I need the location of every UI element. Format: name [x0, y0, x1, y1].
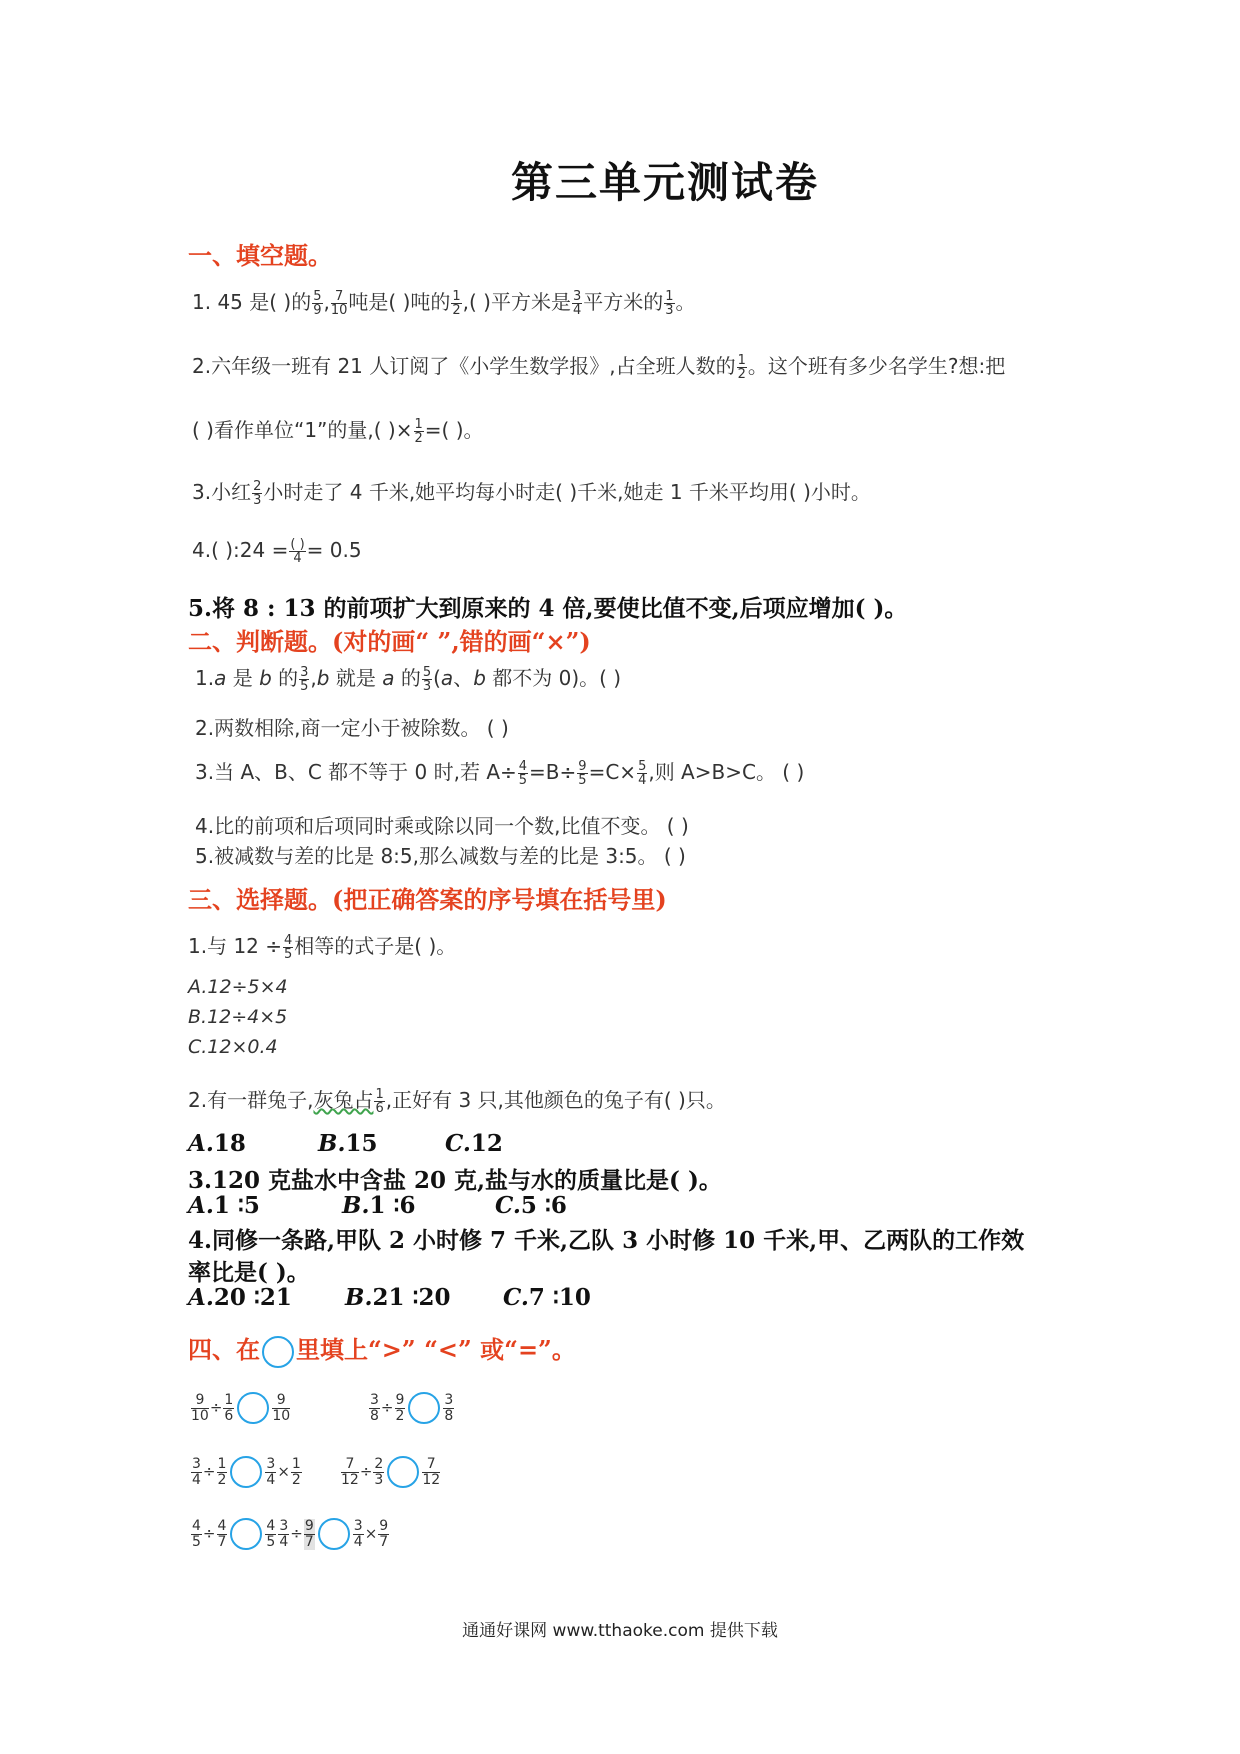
section-choice-heading: 三、选择题。(把正确答案的序号填在括号里) — [188, 885, 667, 914]
judge-q3: 3.当 A、B、C 都不等于 0 时,若 A÷ $\frac{4}{5}$ =B÷ $\frac{9}{5}$ =C× $\frac{5}{4}$ ,则 A>B>C。 ( ) — [195, 759, 805, 788]
answer-circle[interactable] — [230, 1456, 262, 1488]
choice-q4-line2: 率比是( )。 — [188, 1259, 310, 1286]
fraction: $\frac{1}{3}$ — [665, 289, 674, 318]
fill-q4: 4.( ):24 = $\frac{( )}{4}$ = 0.5 — [192, 537, 362, 566]
choice-q4-option-a: A.20 ∶21 — [188, 1284, 292, 1311]
fraction: $\frac{1}{2}$ — [291, 1455, 301, 1488]
choice-q3: 3.120 克盐水中含盐 20 克,盐与水的质量比是( )。 — [188, 1167, 722, 1194]
fraction: $\frac{4}{5}$ — [284, 933, 293, 962]
fraction: $\frac{2}{3}$ — [253, 479, 262, 508]
fraction: $\frac{9}{5}$ — [578, 759, 587, 788]
fraction: $\frac{2}{3}$ — [374, 1455, 384, 1488]
choice-q4-option-b: B.21 ∶20 — [345, 1284, 451, 1311]
fraction: $\frac{7}{12}$ — [341, 1455, 359, 1488]
judge-q4: 4.比的前项和后项同时乘或除以同一个数,比值不变。 ( ) — [195, 814, 689, 838]
answer-circle[interactable] — [318, 1518, 350, 1550]
fill-q5: 5.将 8 : 13 的前项扩大到原来的 4 倍,要使比值不变,后项应增加( )。 — [188, 595, 908, 622]
choice-q4-option-c: C.7 ∶10 — [503, 1284, 591, 1311]
section-judge-heading: 二、判断题。(对的画“ ”,错的画“×”) — [188, 627, 591, 656]
fraction: $\frac{1}{2}$ — [737, 353, 746, 382]
choice-q2-option-c: C.12 — [445, 1130, 503, 1157]
choice-q1-option-b: B.12÷4×5 — [188, 1006, 288, 1028]
fraction: $\frac{1}{2}$ — [217, 1455, 227, 1488]
compare-r3: $\frac{4}{5}$ ÷ $\frac{4}{7}$ $\frac{4}{5}$ $\frac{3}{4}$ ÷ $\frac{9}{7}$ $\frac{3}{4}$ × $\frac{9}{7}$ — [192, 1517, 389, 1550]
choice-q1-option-a: A.12÷5×4 — [188, 976, 288, 998]
choice-q4-line1: 4.同修一条路,甲队 2 小时修 7 千米,乙队 3 小时修 10 千米,甲、乙两队的工作效 — [188, 1227, 1025, 1254]
fraction: $\frac{4}{7}$ — [217, 1517, 227, 1550]
page-title: 第三单元测试卷 — [510, 158, 819, 207]
compare-r1a: $\frac{9}{10}$ ÷ $\frac{1}{6}$ $\frac{9}{10}$ — [191, 1391, 291, 1424]
fraction: $\frac{9}{7}$ — [379, 1517, 389, 1550]
section-fill-heading: 一、填空题。 — [188, 241, 332, 270]
choice-q3-option-c: C.5 ∶6 — [495, 1192, 567, 1219]
answer-circle[interactable] — [237, 1392, 269, 1424]
fraction: $\frac{9}{10}$ — [191, 1391, 209, 1424]
fraction: $\frac{7}{10}$ — [330, 289, 348, 318]
fraction: $\frac{3}{4}$ — [572, 289, 582, 318]
judge-q2: 2.两数相除,商一定小于被除数。 ( ) — [195, 716, 509, 740]
choice-q2: 2.有一群兔子,灰兔占 $\frac{1}{6}$ ,正好有 3 只,其他颜色的兔子有( )只。 — [188, 1087, 726, 1116]
footer-credit: 通通好课网 www.tthaoke.com 提供下载 — [462, 1621, 778, 1641]
fraction: $\frac{4}{5}$ — [266, 1517, 276, 1550]
judge-q1: 1.a 是 b 的 $\frac{3}{5}$ ,b 就是 a 的 $\frac{5}{3}$ (a、b 都不为 0)。( ) — [195, 665, 622, 694]
fraction: $\frac{9}{2}$ — [395, 1391, 405, 1424]
fraction: $\frac{3}{4}$ — [279, 1517, 289, 1550]
answer-circle[interactable] — [387, 1456, 419, 1488]
fraction: $\frac{( )}{4}$ — [290, 537, 305, 566]
choice-q2-option-b: B.15 — [318, 1130, 378, 1157]
fraction: $\frac{3}{8}$ — [444, 1391, 454, 1424]
fraction: $\frac{7}{12}$ — [422, 1455, 441, 1488]
compare-r2a: $\frac{3}{4}$ ÷ $\frac{1}{2}$ $\frac{3}{4}$ × $\frac{1}{2}$ — [192, 1455, 301, 1488]
fraction: $\frac{1}{6}$ — [224, 1391, 234, 1424]
fraction: $\frac{3}{8}$ — [370, 1391, 379, 1424]
answer-circle[interactable] — [230, 1518, 262, 1550]
compare-r2b: $\frac{7}{12}$ ÷ $\frac{2}{3}$ $\frac{7}{12}$ — [341, 1455, 441, 1488]
fraction: $\frac{1}{2}$ — [452, 289, 461, 318]
fraction: $\frac{5}{9}$ — [313, 289, 322, 318]
choice-q1-option-c: C.12×0.4 — [188, 1036, 278, 1058]
fraction: $\frac{1}{2}$ — [414, 417, 423, 446]
judge-q5: 5.被减数与差的比是 8:5,那么减数与差的比是 3:5。 ( ) — [195, 844, 686, 868]
fraction: $\frac{4}{5}$ — [518, 759, 528, 788]
fraction: $\frac{3}{4}$ — [353, 1517, 363, 1550]
fill-q2-line1: 2.六年级一班有 21 人订阅了《小学生数学报》,占全班人数的 $\frac{1}{2}$ 。这个班有多少名学生?想:把 — [192, 353, 1006, 382]
fraction: $\frac{5}{4}$ — [638, 759, 647, 788]
choice-q3-option-a: A.1 ∶5 — [188, 1192, 260, 1219]
choice-q2-option-a: A.18 — [188, 1130, 246, 1157]
fraction: $\frac{9}{7}$ — [304, 1517, 314, 1550]
fill-q3: 3.小红 $\frac{2}{3}$ 小时走了 4 千米,她平均每小时走( )千米,她走 1 千米平均用( )小时。 — [192, 479, 871, 508]
fraction: $\frac{4}{5}$ — [192, 1517, 201, 1550]
fraction: $\frac{5}{3}$ — [422, 665, 432, 694]
circle-blank-icon — [262, 1336, 294, 1368]
choice-q3-option-b: B.1 ∶6 — [342, 1192, 416, 1219]
fill-q2-line2: ( )看作单位“1”的量,( )× $\frac{1}{2}$ =( )。 — [192, 417, 484, 446]
fraction: $\frac{3}{4}$ — [266, 1455, 276, 1488]
answer-circle[interactable] — [408, 1392, 440, 1424]
compare-r1b: $\frac{3}{8}$ ÷ $\frac{9}{2}$ $\frac{3}{8}$ — [370, 1391, 454, 1424]
choice-q1: 1.与 12 ÷ $\frac{4}{5}$ 相等的式子是( )。 — [188, 933, 457, 962]
fill-q1: 1. 45 是( )的 $\frac{5}{9}$ , $\frac{7}{10}$ 吨是( )吨的 $\frac{1}{2}$ ,( )平方米是 $\frac{3}{4}$ 平方米的 $\frac{1}{3}$ 。 — [192, 289, 696, 318]
fraction: $\frac{9}{10}$ — [272, 1391, 291, 1424]
fraction: $\frac{3}{5}$ — [300, 665, 309, 694]
fraction: $\frac{1}{6}$ — [375, 1087, 384, 1116]
fraction: $\frac{3}{4}$ — [192, 1455, 201, 1488]
section-compare-heading: 四、在 里填上“>” “<” 或“=”。 — [188, 1330, 576, 1368]
